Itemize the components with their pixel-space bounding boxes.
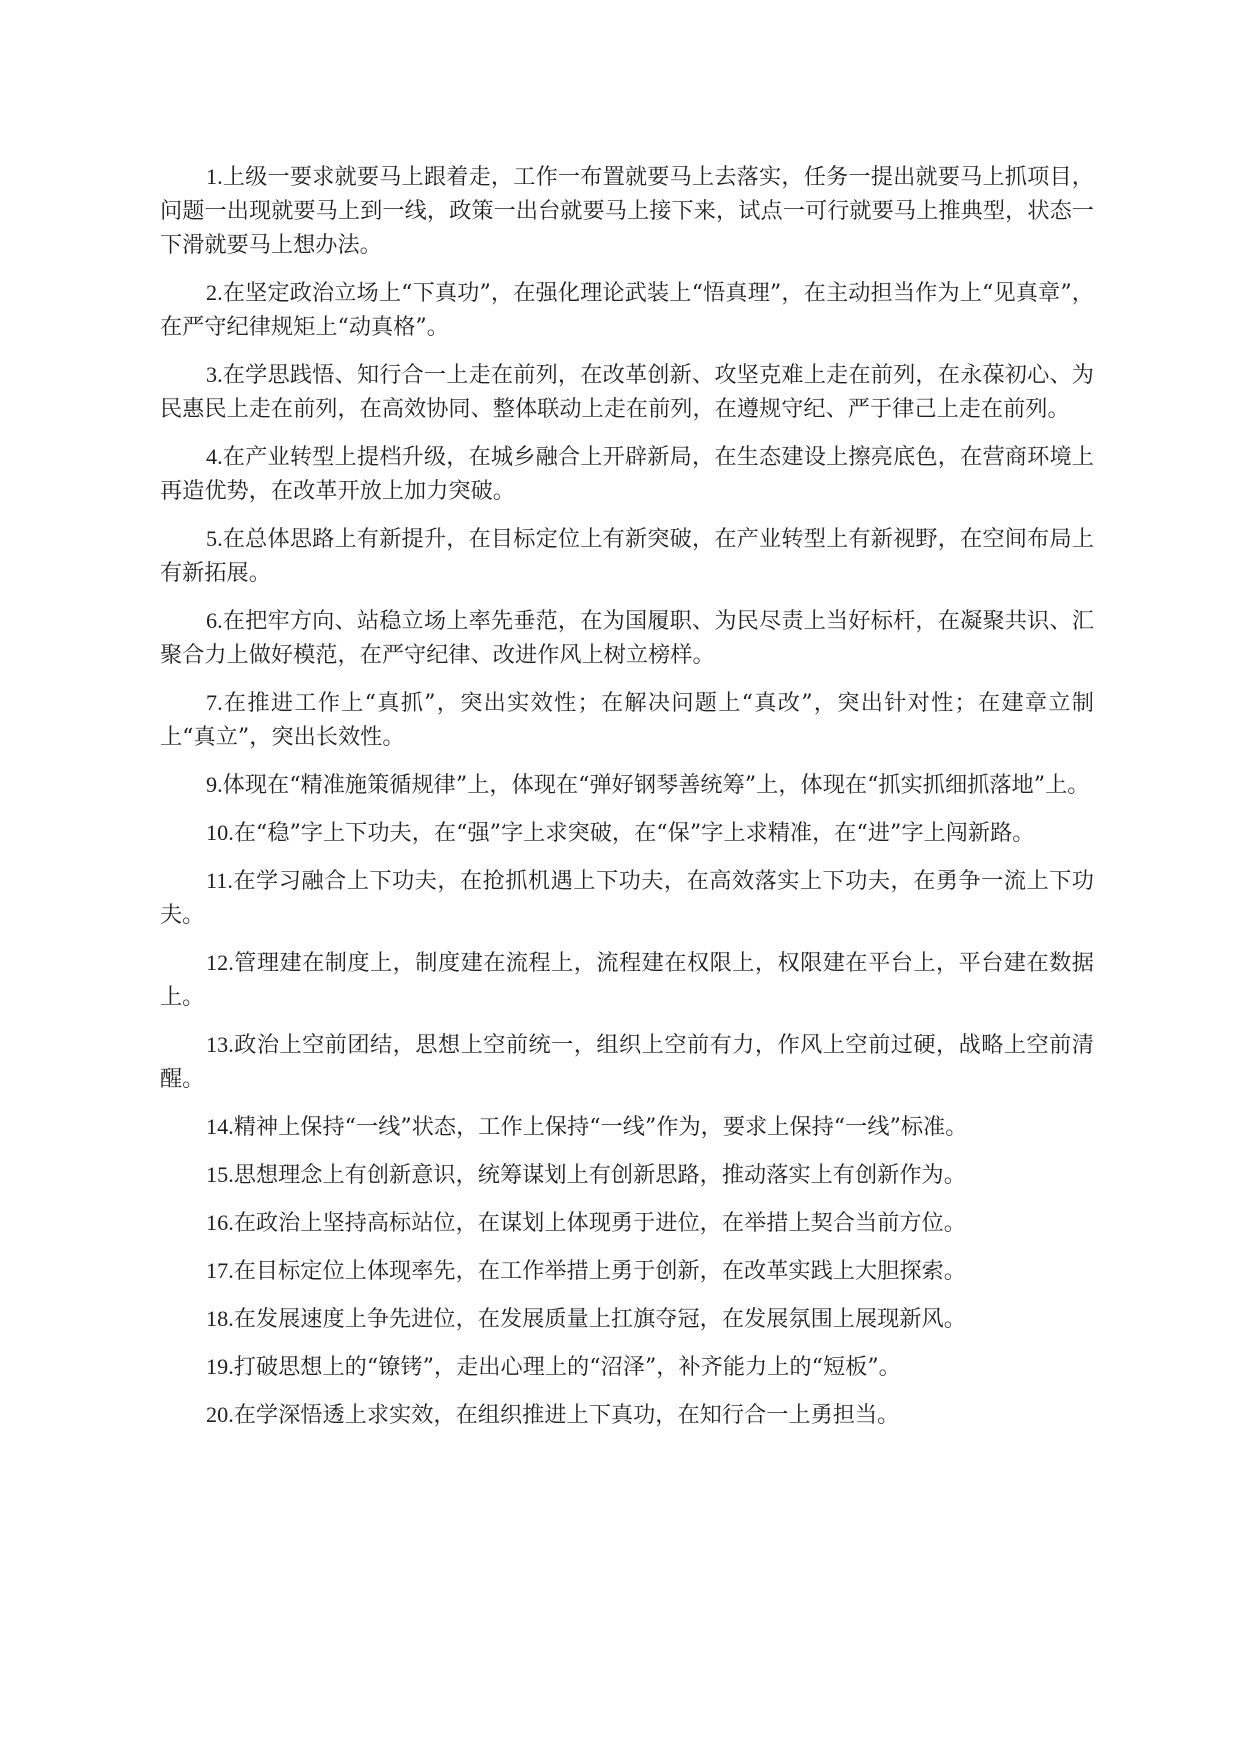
document-body — [160, 160, 1094, 1446]
item-text: 打破思想上的“镣铐”，走出心理上的“沼泽”，补齐能力上的“短板”。 — [233, 1354, 901, 1380]
item-number: 17. — [206, 1258, 234, 1283]
list-item — [160, 946, 1094, 1014]
item-text: 体现在“精准施策循规律”上，体现在“弹好钢琴善统筹”上，体现在“抓实抓细抓落地”上。 — [222, 772, 1090, 798]
list-item — [160, 358, 1094, 426]
item-text: 上级一要求就要马上跟着走，工作一布置就要马上去落实，任务一提出就要马上抓项目，问题一出现就要马上到一线，政策一出台就要马上接下来，试点一可行就要马上推典型，状态一下滑就要马上想办法。 — [160, 164, 1094, 258]
list-item — [160, 604, 1094, 672]
item-text: 在政治上坚持高标站位，在谋划上体现勇于进位，在举措上契合当前方位。 — [233, 1210, 966, 1236]
list-item — [160, 440, 1094, 508]
list-item — [160, 1398, 1094, 1432]
list-item — [160, 686, 1094, 754]
item-number: 16. — [206, 1210, 234, 1235]
item-number: 1. — [206, 164, 223, 189]
list-item — [160, 160, 1094, 262]
item-number: 2. — [206, 280, 223, 305]
item-text: 在把牢方向、站稳立场上率先垂范，在为国履职、为民尽责上当好标杆，在凝聚共识、汇聚合力上做好模范，在严守纪律、改进作风上树立榜样。 — [160, 608, 1094, 668]
item-text: 在学习融合上下功夫，在抢抓机遇上下功夫，在高效落实上下功夫，在勇争一流上下功夫。 — [160, 868, 1094, 928]
list-item — [160, 1254, 1094, 1288]
item-number: 7. — [206, 690, 223, 715]
list-item — [160, 1110, 1094, 1144]
item-text: 在发展速度上争先进位，在发展质量上扛旗夺冠，在发展氛围上展现新风。 — [233, 1306, 966, 1332]
item-text: 在产业转型上提档升级，在城乡融合上开辟新局，在生态建设上擦亮底色，在营商环境上再造优势，在改革开放上加力突破。 — [160, 444, 1094, 504]
item-text: 在“稳”字上下功夫，在“强”字上求突破，在“保”字上求精准，在“进”字上闯新路。 — [233, 820, 1035, 846]
item-text: 精神上保持“一线”状态，工作上保持“一线”作为，要求上保持“一线”标准。 — [233, 1114, 968, 1140]
item-number: 18. — [206, 1306, 234, 1331]
item-text: 在推进工作上“真抓”，突出实效性；在解决问题上“真改”，突出针对性；在建章立制上“真立”，突出长效性。 — [160, 690, 1094, 750]
list-item — [160, 1206, 1094, 1240]
item-number: 6. — [206, 608, 223, 633]
list-item — [160, 1028, 1094, 1096]
item-text: 在目标定位上体现率先，在工作举措上勇于创新，在改革实践上大胆探索。 — [233, 1258, 966, 1284]
item-text: 在学深悟透上求实效，在组织推进上下真功，在知行合一上勇担当。 — [233, 1402, 900, 1428]
item-number: 5. — [206, 526, 223, 551]
item-number: 9. — [206, 772, 223, 797]
item-number: 3. — [206, 362, 223, 387]
list-item — [160, 816, 1094, 850]
list-item — [160, 1350, 1094, 1384]
item-text: 思想理念上有创新意识，统筹谋划上有创新思路，推动落实上有创新作为。 — [233, 1162, 966, 1188]
list-item — [160, 1302, 1094, 1336]
item-text: 管理建在制度上，制度建在流程上，流程建在权限上，权限建在平台上，平台建在数据上。 — [160, 950, 1094, 1010]
item-number: 20. — [206, 1402, 234, 1427]
list-item — [160, 1158, 1094, 1192]
item-text: 政治上空前团结，思想上空前统一，组织上空前有力，作风上空前过硬，战略上空前清醒。 — [160, 1032, 1094, 1092]
list-item — [160, 768, 1094, 802]
item-number: 14. — [206, 1114, 234, 1139]
item-number: 10. — [206, 820, 234, 845]
list-item — [160, 522, 1094, 590]
item-number: 13. — [206, 1032, 234, 1057]
item-text: 在坚定政治立场上“下真功”，在强化理论武装上“悟真理”，在主动担当作为上“见真章”，在严守纪律规矩上“动真格”。 — [160, 280, 1094, 340]
item-number: 4. — [206, 444, 223, 469]
item-text: 在学思践悟、知行合一上走在前列，在改革创新、攻坚克难上走在前列，在永葆初心、为民惠民上走在前列，在高效协同、整体联动上走在前列，在遵规守纪、严于律己上走在前列。 — [160, 362, 1094, 422]
item-text: 在总体思路上有新提升，在目标定位上有新突破，在产业转型上有新视野，在空间布局上有新拓展。 — [160, 526, 1094, 586]
list-item — [160, 276, 1094, 344]
item-number: 15. — [206, 1162, 234, 1187]
list-item — [160, 864, 1094, 932]
item-number: 11. — [206, 868, 233, 893]
item-number: 19. — [206, 1354, 234, 1379]
item-number: 12. — [206, 950, 234, 975]
